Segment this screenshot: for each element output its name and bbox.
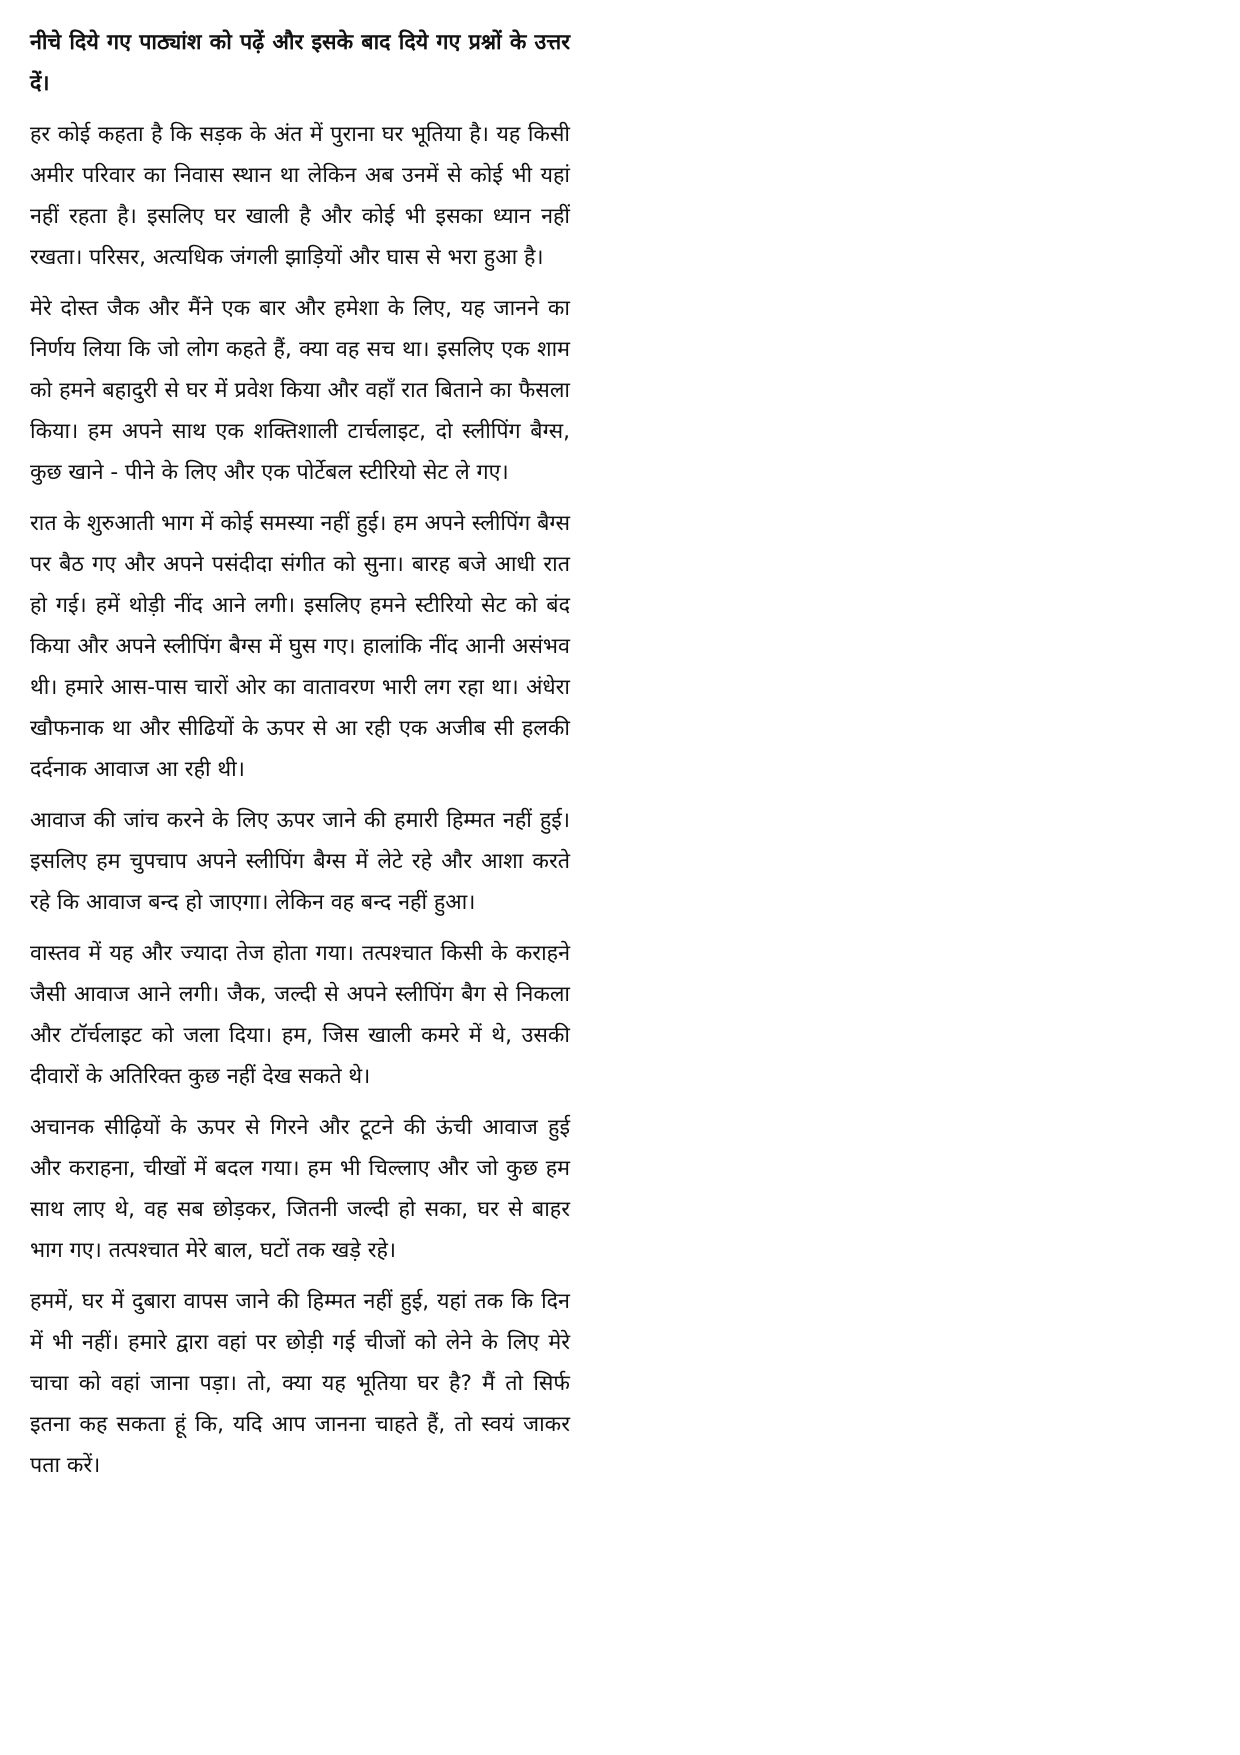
instruction-heading: नीचे दिये गए पाठ्यांश को पढ़ें और इसके बाद दिये गए प्रश्नों के उत्तर दें।	[30, 30, 570, 96]
passage-paragraph-2: मेरे दोस्त जैक और मैंने एक बार और हमेशा के लिए, यह जानने का निर्णय लिया कि जो लोग कहते हैं, क्या वह सच था। इसलिए एक शाम को हमने बहादुरी से घर में प्रवेश किया और वहाँ रात बिताने का फैसला किया। हम अपने साथ एक शक्तिशाली टार्चलाइट, दो स्लीपिंग बैग्स, कुछ खाने - पीने के लिए और एक पोर्टेबल स्टीरियो सेट ले गए।	[30, 296, 570, 485]
passage-paragraph-7: हममें, घर में दुबारा वापस जाने की हिम्मत नहीं हुई, यहां तक कि दिन में भी नहीं। हमारे द्वारा वहां पर छोड़ी गई चीजों को लेने के लिए मेरे चाचा को वहां जाना पड़ा। तो, क्या यह भूतिया घर है? मैं तो सिर्फ इतना कह सकता हूं कि, यदि आप जानना चाहते हैं, तो स्वयं जाकर पता करें।	[30, 1289, 570, 1478]
document-page	[30, 22, 570, 1496]
passage-paragraph-6: अचानक सीढ़ियों के ऊपर से गिरने और टूटने की ऊंची आवाज हुई और कराहना, चीखों में बदल गया। हम भी चिल्लाए और जो कुछ हम साथ लाए थे, वह सब छोड़कर, जितनी जल्दी हो सका, घर से बाहर भाग गए। तत्पश्चात मेरे बाल, घटों तक खड़े रहे।	[30, 1115, 570, 1263]
passage-paragraph-3: रात के शुरुआती भाग में कोई समस्या नहीं हुई। हम अपने स्लीपिंग बैग्स पर बैठ गए और अपने पसंदीदा संगीत को सुना। बारह बजे आधी रात हो गई। हमें थोड़ी नींद आने लगी। इसलिए हमने स्टीरियो सेट को बंद किया और अपने स्लीपिंग बैग्स में घुस गए। हालांकि नींद आनी असंभव थी। हमारे आस-पास चारों ओर का वातावरण भारी लग रहा था। अंधेरा खौफनाक था और सीढियों के ऊपर से आ रही एक अजीब सी हलकी दर्दनाक आवाज आ रही थी।	[30, 511, 570, 782]
passage-paragraph-4: आवाज की जांच करने के लिए ऊपर जाने की हमारी हिम्मत नहीं हुई। इसलिए हम चुपचाप अपने स्लीपिंग बैग्स में लेटे रहे और आशा करते रहे कि आवाज बन्द हो जाएगा। लेकिन वह बन्द नहीं हुआ।	[30, 808, 570, 915]
passage-paragraph-1: हर कोई कहता है कि सड़क के अंत में पुराना घर भूतिया है। यह किसी अमीर परिवार का निवास स्थान था लेकिन अब उनमें से कोई भी यहां नहीं रहता है। इसलिए घर खाली है और कोई भी इसका ध्यान नहीं रखता। परिसर, अत्यधिक जंगली झाड़ियों और घास से भरा हुआ है।	[30, 122, 570, 270]
passage-paragraph-5: वास्तव में यह और ज्यादा तेज होता गया। तत्पश्चात किसी के कराहने जैसी आवाज आने लगी। जैक, जल्दी से अपने स्लीपिंग बैग से निकला और टॉर्चलाइट को जला दिया। हम, जिस खाली कमरे में थे, उसकी दीवारों के अतिरिक्त कुछ नहीं देख सकते थे।	[30, 941, 570, 1089]
